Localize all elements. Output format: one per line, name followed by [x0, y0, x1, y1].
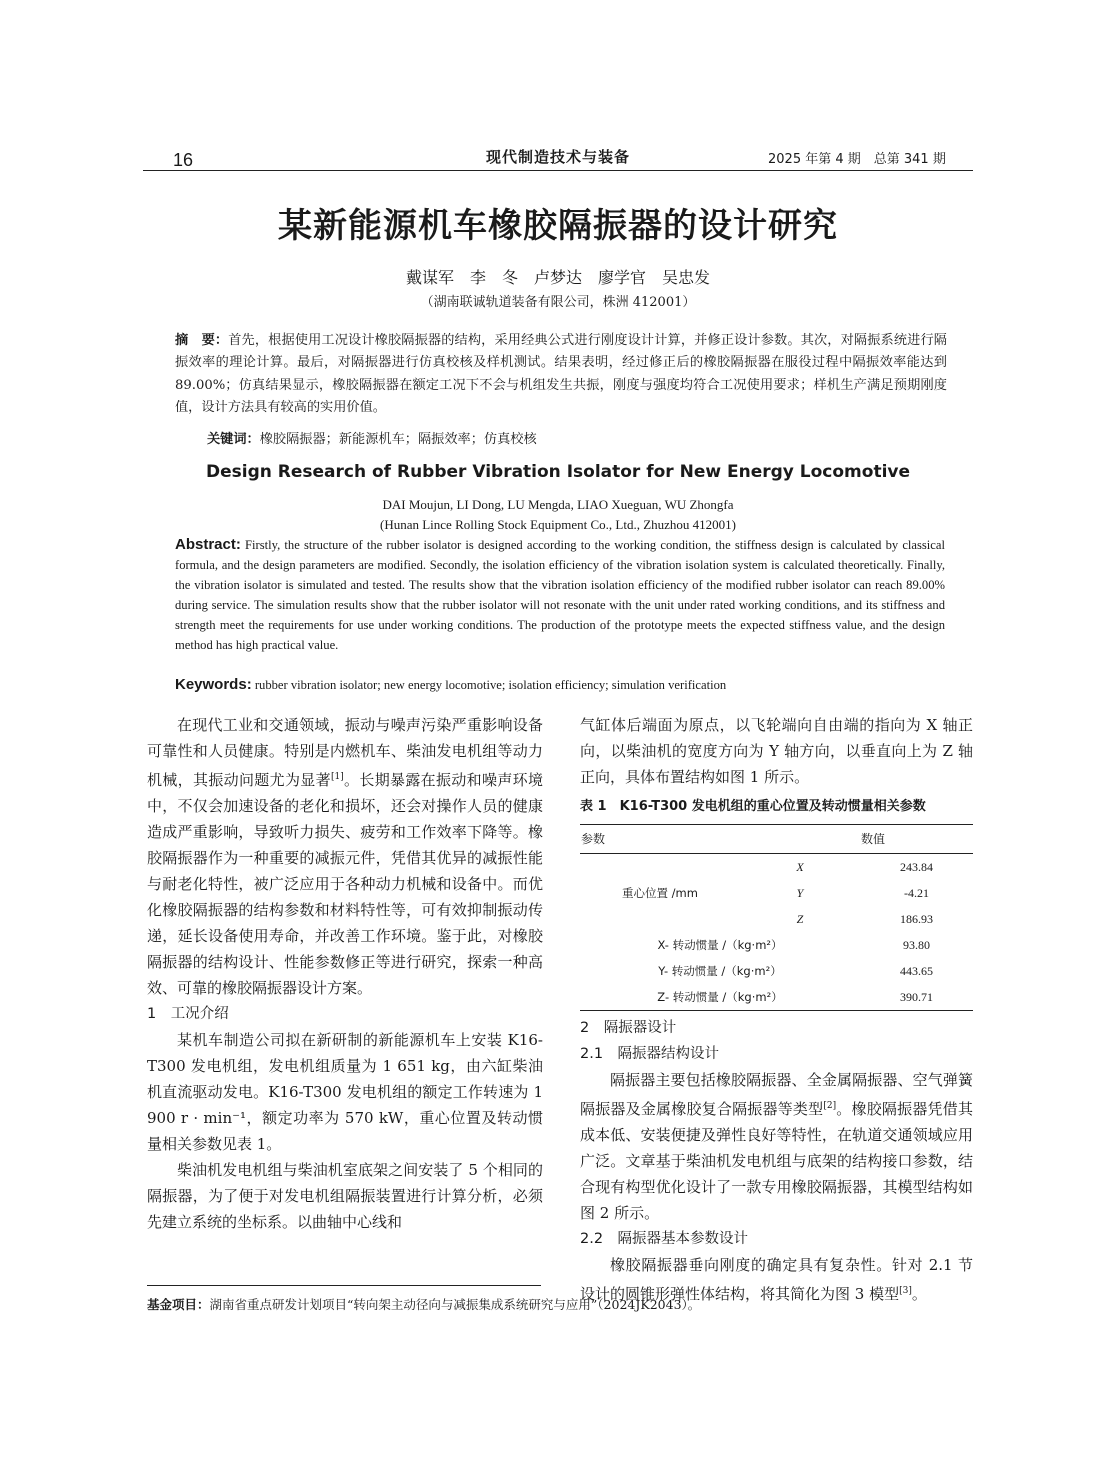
table-row [580, 854, 973, 881]
paragraph: 橡胶隔振器垂向刚度的确定具有复杂性。针对 2.1 节设计的圆锥形弹性体结构，将其简化为图 3 模型[3]。 [580, 1256, 973, 1303]
citation: [3] [899, 1286, 912, 1296]
body-left-column [147, 712, 543, 1235]
table-cell: 243.84 [900, 860, 933, 874]
subsection-heading-2-2: 2.2 隔振器基本参数设计 [580, 1231, 749, 1247]
footnote-label: 基金项目： [147, 1297, 210, 1312]
keywords-en-label: Keywords: [175, 676, 252, 693]
table-caption: 表 1 K16-T300 发电机组的重心位置及转动惯量相关参数 [580, 799, 926, 814]
section-heading-1: 1 工况介绍 [147, 1006, 229, 1022]
title-cn: 某新能源机车橡胶隔振器的设计研究 [278, 206, 838, 246]
footnote-text: 湖南省重点研发计划项目“转向架主动径向与减振集成系统研究与应用”（2024JK2043）。 [209, 1297, 701, 1312]
table-cell: Z- 转动惯量 /（kg·m²） [580, 984, 860, 1011]
table-cell: Y [796, 886, 804, 900]
header-rule [143, 170, 973, 171]
table-row [580, 932, 973, 958]
citation: [2] [823, 1101, 837, 1111]
keywords-en [175, 676, 726, 693]
authors-en: DAI Moujun, LI Dong, LU Mengda, LIAO Xueguan, WU Zhongfa [382, 497, 734, 512]
paragraph: 气缸体后端面为原点，以飞轮端向自由端的指向为 X 轴正向，以柴油机的宽度方向为 Y 轴方向，以垂直向上为 Z 轴正向，具体布置结构如图 1 所示。 [580, 716, 973, 786]
paragraph: 在现代工业和交通领域，振动与噪声污染严重影响设备可靠性和人员健康。特别是内燃机车、柴油发电机组等动力机械，其振动问题尤为显著[1]。长期暴露在振动和噪声环境中，不仅会加速设备的老化和损坏，还会对操作人员的健康造成严重影响，导致听力损失、疲劳和工作效率下降等。橡胶隔振器作为一种重要的减振元件，凭借其优异的减振性能与耐老化特性，被广泛应用于各种动力机械和设备中。而优化橡胶隔振器的结构参数和材料特性等，可有效抑制振动传递，延长设备使用寿命，并改善工作环境。鉴于此，对橡胶隔振器的结构设计、性能参数修正等进行研究，探索一种高效、可靠的橡胶隔振器设计方案。 [147, 716, 543, 997]
affiliation-cn: （湖南联诚轨道装备有限公司，株洲 412001） [420, 295, 696, 310]
table-cell: -4.21 [904, 886, 929, 900]
table-row [580, 958, 973, 984]
table-cell: 重心位置 /mm [622, 886, 698, 900]
paragraph: 柴油机发电机组与柴油机室底架之间安装了 5 个相同的隔振器，为了便于对发电机组隔振装置进行计算分析，必须先建立系统的坐标系。以曲轴中心线和 [147, 1161, 543, 1231]
abstract-cn-label: 摘 要： [175, 333, 229, 348]
title-en: Design Research of Rubber Vibration Isolator for New Energy Locomotive [205, 462, 911, 482]
journal-name: 现代制造技术与装备 [486, 148, 631, 166]
paragraph: 隔振器主要包括橡胶隔振器、全金属隔振器、空气弹簧隔振器及金属橡胶复合隔振器等类型[2]。橡胶隔振器凭借其成本低、安装便捷及弹性良好等特性，在轨道交通领域应用广泛。文章基于柴油机发电机组与底架的结构接口参数，结合现有构型优化设计了一款专用橡胶隔振器，其模型结构如图 2 所示。 [580, 1071, 973, 1222]
table-cell: 186.93 [900, 912, 933, 926]
abstract-en-text: Firstly, the structure of the rubber isolator is designed according to the working condition, the stiffness design is calculated by classical formula, and the design parameters are modified. Secondly, the isolation efficiency of the vibration isolation system is calculated theoretically. Finally, the vibration isolator is simulated and tested. The results show that the vibration isolation efficiency of the modified rubber isolator can reach 89.00% during service. The simulation results show that the rubber isolator will not resonate with the unit under rated working conditions, and its stiffness and strength meet the requirements for use under working conditions. The production of the prototype meets the expected stiffness value, and the design method has high practical value. [175, 538, 945, 652]
table-cell: Z [796, 912, 804, 926]
keywords-cn [207, 428, 537, 447]
abstract-cn-text: 首先，根据使用工况设计橡胶隔振器的结构，采用经典公式进行刚度设计计算，并修正设计参数。其次，对隔振系统进行隔振效率的理论计算。最后，对隔振器进行仿真校核及样机测试。结果表明，经过修正后的橡胶隔振器在服役过程中隔振效率能达到 89.00%；仿真结果显示，橡胶隔振器在额定工况下不会与机组发生共振，刚度与强度均符合工况使用要求；样机生产满足预期刚度值，设计方法具有较高的实用价值。 [175, 333, 947, 416]
footnote-rule [147, 1285, 541, 1286]
abstract-en [175, 535, 945, 655]
table-cell: 93.80 [903, 938, 930, 952]
keywords-cn-label: 关键词： [207, 432, 260, 447]
table-cell: Y- 转动惯量 /（kg·m²） [658, 964, 782, 978]
keywords-en-text: rubber vibration isolator; new energy locomotive; isolation efficiency; simulation verification [254, 678, 727, 692]
subsection-heading-2-1: 2.1 隔振器结构设计 [580, 1046, 720, 1062]
page-number: 16 [173, 150, 194, 170]
table-cell: X [796, 860, 804, 874]
abstract-cn [175, 330, 947, 420]
issue-info: 2025 年第 4 期 总第 341 期 [768, 152, 946, 167]
section-heading-2: 2 隔振器设计 [580, 1020, 677, 1036]
table-header: 数值 [860, 825, 973, 854]
keywords-cn-text: 橡胶隔振器；新能源机车；隔振效率；仿真校核 [259, 432, 537, 447]
citation: [1] [330, 772, 344, 782]
authors-cn: 戴谋军 李 冬 卢梦达 廖学官 吴忠发 [405, 268, 710, 287]
table-header: 参数 [580, 825, 860, 854]
table-row [580, 984, 973, 1011]
funding-footnote [147, 1295, 700, 1313]
body-right-column [580, 712, 973, 1307]
paragraph: 某机车制造公司拟在新研制的新能源机车上安装 K16-T300 发电机组，发电机组质量为 1 651 kg，由六缸柴油机直流驱动发电。K16-T300 发电机组的额定工作转速为 1 900 r · min⁻¹，额定功率为 570 kW，重心位置及转动惯量相关参数见表 1。 [147, 1031, 543, 1153]
table-cell: X- 转动惯量 /（kg·m²） [657, 938, 783, 952]
table-cell: 443.65 [900, 964, 933, 978]
parameters-table [580, 824, 973, 1011]
affiliation-en: (Hunan Lince Rolling Stock Equipment Co., Ltd., Zhuzhou 412001) [379, 517, 736, 532]
abstract-en-label: Abstract: [175, 536, 241, 553]
table-cell: 390.71 [860, 984, 973, 1011]
